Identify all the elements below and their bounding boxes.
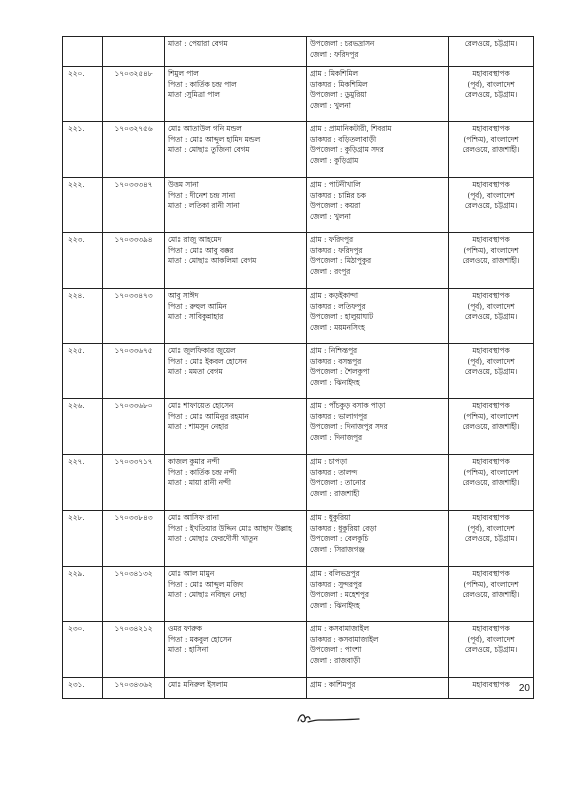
serial-cell [63,37,103,67]
serial-cell: ২২২. [63,178,103,233]
roll-number-cell: ১৭০৩৩৭১৭ [103,455,165,511]
roll-number-cell: ১৭০৩২৭৫৬ [103,122,165,178]
posting-cell-line: মহাব্যবস্থাপক [472,346,510,355]
candidate-info-cell-line: পিতা : মোঃ ইকবল হোসেন [168,356,247,366]
address-cell [307,622,449,678]
posting-cell [449,567,534,622]
roll-number-cell: ১৭০৩৩৬৭৫ [103,344,165,399]
address-cell-line: ডাকঘর : বড়িতলাবাড়ী [310,134,377,144]
candidate-info-cell-line: পিতা : কার্তিক চন্দ্র নন্দী [168,467,237,477]
candidate-info-cell [165,289,307,344]
address-cell-line: জেলা : খুলনা [310,100,351,110]
address-cell-line: উপজেলা : মহেশপুর [310,590,369,600]
posting-cell-line: মহাব্যবস্থাপক [472,235,510,244]
serial-cell: ২২৮. [63,511,103,567]
address-cell-line: ডাকঘর : ধুকুরিয়া বেড়া [310,523,377,533]
address-cell-line: গ্রাম : পাঁচকুড় বসাক পাড়া [310,401,386,410]
table-row [63,678,534,699]
address-cell-line: জেলা : ফরিদপুর [310,49,359,59]
candidate-info-cell [165,678,307,699]
candidate-info-cell-line: মাতা : সাবিকুন্নাহার [168,312,224,322]
posting-cell-line: (পশ্চিম), বাংলাদেশ [463,134,519,144]
serial-cell: ২২৪. [63,289,103,344]
table-row [63,399,534,455]
table-row [63,289,534,344]
address-cell-line: উপজেলা : তানোর [310,478,366,488]
posting-cell-line: মহাব্যবস্থাপক [472,69,510,78]
posting-cell-line: রেলওয়ে, রাজশাহী। [462,422,520,432]
roll-number-cell: ১৭০৩৪১৩২ [103,567,165,622]
candidate-info-cell-line: মাতা : পেয়ারা বেগম [168,39,228,48]
address-cell-line: ডাকঘর : মিকশিমিল [310,79,368,89]
posting-cell-line: রেলওয়ে, রাজশাহী। [462,478,520,488]
posting-cell-line: (পশ্চিম), বাংলাদেশ [463,467,519,477]
serial-cell: ২২৫. [63,344,103,399]
address-cell-line: ডাকঘর : চান্নির চক [310,190,366,200]
roll-number-cell: ১৭০৩৩৩৯৪ [103,233,165,289]
address-cell-line: জেলা : দিনাজপুর [310,432,363,442]
candidate-info-cell-line: শিমুল পাল [168,69,199,78]
posting-cell-line: মহাব্যবস্থাপক [472,457,510,466]
address-cell-line: ডাকঘর : কসবামাজাইল [310,634,379,644]
address-cell-line: জেলা : ঝিনাইদহ [310,377,360,387]
roll-number-cell: ১৭০৩৩৩৪৭ [103,178,165,233]
address-cell-line: ডাকঘর : সুন্দরপুর [310,579,362,589]
candidate-info-cell [165,455,307,511]
address-cell-line: উপজেলা : দিনাজপুর সদর [310,422,388,432]
candidate-info-cell-line: পিতা : রুহুল আমিন [168,301,227,311]
address-cell-line: ডাকঘর : লতিফপুর [310,301,366,311]
address-cell-line: জেলা : রংপুর [310,266,351,276]
page-number: 20 [518,683,530,694]
address-cell-line: জেলা : খুলনা [310,211,351,221]
table-row [63,37,534,67]
table-row [63,344,534,399]
candidate-info-cell-line: পিতা : মোঃ আব্দুল মজিদ [168,579,243,589]
candidate-info-cell-line: মোঃ আসিফ রানা [168,513,220,522]
posting-cell [449,622,534,678]
candidate-info-cell-line: মাতা : মোছাঃ তুজিনা বেগম [168,145,250,155]
candidate-info-cell-line: মোঃ শাফায়েত হোসেন [168,401,234,410]
address-cell-line: গ্রাম : কড়ইকান্দা [310,291,359,300]
candidate-info-cell-line: কাজল কুমার নন্দী [168,457,220,466]
posting-cell [449,37,534,67]
address-cell-line: ডাকঘর : বসন্তপুর [310,356,362,366]
address-cell-line: গ্রাম : বলিভদ্রপুর [310,569,360,578]
address-cell-line: গ্রাম : কাশিমপুর [310,680,356,689]
posting-cell-line: (পূর্ব), বাংলাদেশ [467,190,515,200]
address-cell-line: গ্রাম : ফরিদপুর [310,235,353,244]
posting-cell-line: (পূর্ব), বাংলাদেশ [467,301,515,311]
posting-cell [449,233,534,289]
address-cell-line: উপজেলা : কয়রা [310,201,361,211]
candidate-info-cell-line: পিতা : কার্তিক চন্দ্র পাল [168,79,237,89]
address-cell-line: গ্রাম : কসবামাজাইল [310,624,369,633]
posting-cell-line: (পশ্চিম), বাংলাদেশ [463,579,519,589]
candidate-info-cell-line: পিতা : মকবুল হোসেন [168,634,232,644]
candidate-info-cell-line: ওমর ফারুক [168,624,202,633]
document-page [62,36,533,699]
posting-cell-line: মহাব্যবস্থাপক [472,291,510,300]
candidate-table [62,36,534,699]
address-cell-line: জেলা : রাজশাহী [310,488,360,498]
candidate-info-cell [165,233,307,289]
address-cell-line: ডাকঘর : ভালাগপুর [310,411,368,421]
address-cell-line: উপজেলা : ডুমুরিয়া [310,90,367,100]
address-cell [307,289,449,344]
candidate-info-cell-line: মোঃ আল মামুন [168,569,215,578]
address-cell-line: গ্রাম : মিকশিমিল [310,69,358,78]
candidate-info-cell-line: পিতা : দীনেশ চন্দ্র সানা [168,190,236,200]
candidate-info-cell [165,567,307,622]
address-cell-line: ডাকঘর : তালন্দ [310,467,358,477]
serial-cell: ২২০. [63,67,103,122]
address-cell [307,178,449,233]
address-cell [307,37,449,67]
candidate-info-cell-line: মোঃ আতাউল গনি মন্ডল [168,124,242,133]
address-cell-line: উপজেলা : চরভদ্রাসন [310,39,375,48]
candidate-info-cell-line: উত্তম সানা [168,180,199,189]
table-row [63,122,534,178]
roll-number-cell: ১৭০৩৩৪৭৩ [103,289,165,344]
candidate-info-cell-line: আবু সাঈদ [168,291,199,300]
serial-cell: ২৩১. [63,678,103,699]
posting-cell [449,122,534,178]
candidate-info-cell [165,37,307,67]
roll-number-cell: ১৭০৩৪৩৬২ [103,678,165,699]
serial-cell: ২২১. [63,122,103,178]
posting-cell [449,455,534,511]
posting-cell-line: রেলওয়ে, চট্টগ্রাম। [464,312,518,322]
candidate-info-cell [165,344,307,399]
posting-cell-line: মহাব্যবস্থাপক [472,401,510,410]
address-cell-line: জেলা : রাজবাড়ী [310,655,361,665]
table-row [63,178,534,233]
roll-number-cell: ১৭০৩৩৮৪৩ [103,511,165,567]
address-cell [307,67,449,122]
roll-number-cell: ১৭০৩২৫৪৮ [103,67,165,122]
roll-number-cell [103,37,165,67]
table-body [63,37,534,699]
posting-cell-line: মহাব্যবস্থাপক [472,124,510,133]
table-row [63,67,534,122]
candidate-info-cell [165,122,307,178]
posting-cell [449,511,534,567]
table-row [63,567,534,622]
candidate-info-cell-line: পিতা : মোঃ আবু বক্কর [168,245,234,255]
candidate-info-cell [165,399,307,455]
posting-cell [449,399,534,455]
posting-cell-line: রেলওয়ে, চট্টগ্রাম। [464,645,518,655]
address-cell-line: জেলা : কুড়িগ্রাম [310,155,359,165]
address-cell [307,678,449,699]
posting-cell-line: রেলওয়ে, চট্টগ্রাম। [464,201,518,211]
candidate-info-cell-line: মাতা :সুমিত্রা পাল [168,90,220,100]
posting-cell-line: রেলওয়ে, রাজশাহী। [462,145,520,155]
roll-number-cell: ১৭০৩৩৬৮০ [103,399,165,455]
table-row [63,455,534,511]
posting-cell-line: মহাব্যবস্থাপক [472,569,510,578]
candidate-info-cell-line: মাতা : মমতা বেগম [168,367,223,377]
candidate-info-cell-line: মাতা : হাসিনা [168,645,209,655]
address-cell-line: জেলা : সিরাজগঞ্জ [310,544,365,554]
posting-cell-line: মহাব্যবস্থাপক [472,624,510,633]
posting-cell-line: মহাব্যবস্থাপক [472,513,510,522]
candidate-info-cell-line: মোঃ মনিরুল ইসলাম [168,680,228,689]
table-row [63,233,534,289]
posting-cell [449,344,534,399]
posting-cell-line: (পশ্চিম), বাংলাদেশ [463,411,519,421]
address-cell-line: উপজেলা : শৈলকুপা [310,367,370,377]
candidate-info-cell-line: মোঃ রাজু আহমেদ [168,235,222,244]
address-cell-line: গ্রাম : প্রামানিকটারী, শিবরাম [310,124,392,133]
table-row [63,622,534,678]
address-cell [307,511,449,567]
roll-number-cell: ১৭০৩৪২১২ [103,622,165,678]
posting-cell-line: রেলওয়ে, রাজশাহী। [462,256,520,266]
address-cell [307,455,449,511]
address-cell-line: উপজেলা : বেলকুচি [310,534,369,544]
serial-cell: ২২৬. [63,399,103,455]
candidate-info-cell-line: মাতা : মায়া রানী নন্দী [168,478,231,488]
address-cell-line: জেলা : ময়মনসিংহ [310,322,365,332]
posting-cell-line: মহাব্যবস্থাপক [472,680,510,689]
address-cell-line: গ্রাম : নিশ্চিন্তপুর [310,346,358,355]
posting-cell-line: (পূর্ব), বাংলাদেশ [467,523,515,533]
address-cell [307,233,449,289]
address-cell [307,122,449,178]
candidate-info-cell [165,67,307,122]
posting-cell-line: রেলওয়ে, চট্টগ্রাম। [464,367,518,377]
address-cell [307,399,449,455]
candidate-info-cell-line: পিতা : ইখতিয়ার উদ্দিন মোঃ আছাদ উল্লাহ [168,523,292,533]
candidate-info-cell-line: মাতা : শামসুন নেহার [168,422,229,432]
address-cell-line: জেলা : ঝিনাইদহ [310,600,360,610]
signature-mark [295,708,365,728]
address-cell-line: ডাকঘর : ফরিদপুর [310,245,363,255]
address-cell [307,344,449,399]
address-cell-line: উপজেলা : কুড়িগ্রাম সদর [310,145,384,155]
candidate-info-cell-line: মাতা : মোছাঃ ফেরদৌসী খাতুন [168,534,258,544]
candidate-info-cell-line: মোঃ জুলফিকার জুয়েল [168,346,236,355]
posting-cell-line: (পশ্চিম), বাংলাদেশ [463,245,519,255]
posting-cell [449,67,534,122]
address-cell-line: উপজেলা : পাংশা [310,645,362,655]
candidate-info-cell [165,622,307,678]
candidate-info-cell [165,178,307,233]
posting-cell-line: রেলওয়ে, রাজশাহী। [462,590,520,600]
posting-cell [449,289,534,344]
candidate-info-cell-line: মাতা : মোছাঃ আকলিমা বেগম [168,256,257,266]
posting-cell-line: (পূর্ব), বাংলাদেশ [467,79,515,89]
address-cell-line: গ্রাম : পাটনীখালি [310,180,361,189]
candidate-info-cell-line: মাতা : মোছাঃ নবিছন নেছা [168,590,247,600]
address-cell-line: গ্রাম : ধুকুরিয়া [310,513,351,522]
serial-cell: ২৩০. [63,622,103,678]
address-cell-line: উপজেলা : মিঠাপুকুর [310,256,371,266]
serial-cell: ২২৩. [63,233,103,289]
candidate-info-cell-line: পিতা : মোঃ আব্দুল হামিদ মন্ডল [168,134,261,144]
address-cell [307,567,449,622]
posting-cell-line: (পূর্ব), বাংলাদেশ [467,634,515,644]
address-cell-line: গ্রাম : চাপড়া [310,457,348,466]
table-row [63,511,534,567]
posting-cell-line: রেলওয়ে, চট্টগ্রাম। [464,534,518,544]
posting-cell-line: রেলওয়ে, চট্টগ্রাম। [464,90,518,100]
posting-cell [449,178,534,233]
posting-cell-line: মহাব্যবস্থাপক [472,180,510,189]
address-cell-line: উপজেলা : হালুয়াঘাট [310,312,374,322]
serial-cell: ২২৯. [63,567,103,622]
candidate-info-cell-line: মাতা : লতিকা রানী সানা [168,201,240,211]
posting-cell-line: রেলওয়ে, চট্টগ্রাম। [464,39,518,48]
serial-cell: ২২৭. [63,455,103,511]
candidate-info-cell [165,511,307,567]
posting-cell-line: (পূর্ব), বাংলাদেশ [467,356,515,366]
candidate-info-cell-line: পিতা : মোঃ আমিনুর রহমান [168,411,249,421]
